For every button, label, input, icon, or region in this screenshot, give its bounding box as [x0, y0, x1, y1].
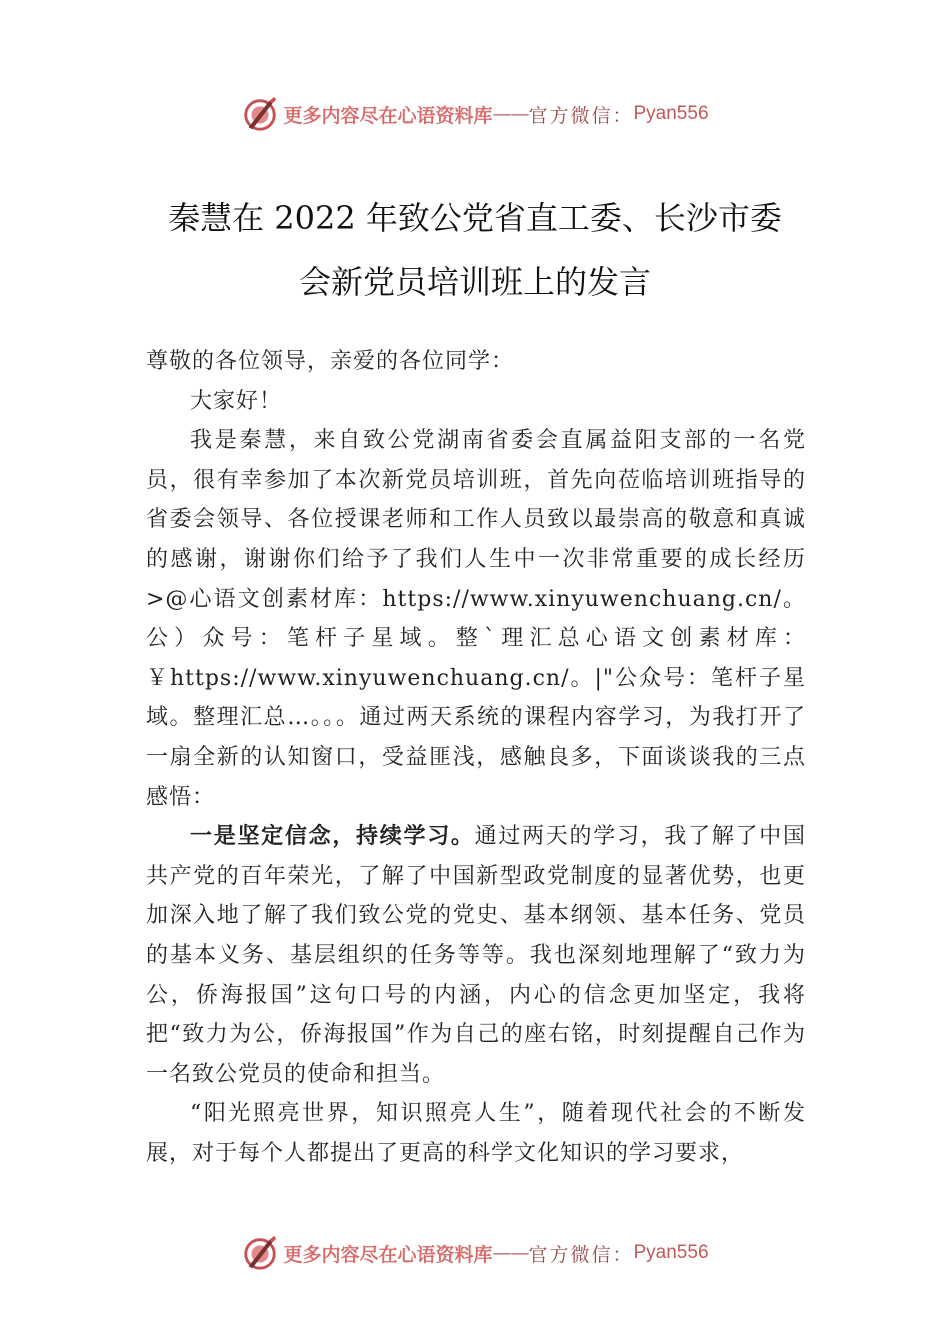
banner-wechat-label: 官方微信： — [528, 1243, 634, 1266]
banner-wechat-id: Pyan556 — [633, 1242, 709, 1263]
pen-seal-logo-icon — [241, 1234, 279, 1272]
banner-wechat-label: 官方微信： — [528, 104, 634, 127]
banner-dash: —— — [492, 103, 529, 125]
document-body — [146, 342, 806, 1173]
pen-seal-logo-icon — [241, 95, 279, 133]
greeting: 大家好！ — [190, 388, 283, 414]
point-one-heading: 一是坚定信念，持续学习。 — [190, 823, 475, 850]
banner-wechat-id: Pyan556 — [633, 103, 709, 124]
title-line-2: 会新党员培训班上的发言 — [298, 263, 651, 301]
banner-library-text: 更多内容尽在心语资料库 — [283, 1243, 493, 1266]
paragraph-quote: “阳光照亮世界，知识照亮人生”，随着现代社会的不断发展，对于每个人都提出了更高的科学文化知识的学习要求， — [146, 1101, 806, 1166]
paragraph-intro: 我是秦慧，来自致公党湖南省委会直属益阳支部的一名党员，很有幸参加了本次新党员培训班，首先向莅临培训班指导的省委会领导、各位授课老师和工作人员致以最崇高的敬意和真诚的感谢，谢谢你们给予了我们人生中一次非常重要的成长经历>@心语文创素材库：https://www.xinyuwenchuang.cn/。公）众号：笔杆子星域。整`理汇总心语文创素材库：￥https://www.xinyuwenchuang.cn/。|"公众号：笔杆子星域。整理汇总…。。。通过两天系统的课程内容学习，为我打开了一扇全新的认知窗口，受益匪浅，感触良多，下面谈谈我的三点感悟： — [146, 428, 806, 810]
point-one-text: 通过两天的学习，我了解了中国共产党的百年荣光，了解了中国新型政党制度的显著优势，也更加深入地了解了我们致公党的党史、基本纲领、基本任务、党员的基本义务、基层组织的任务等等。我也深刻地理解了“致力为公，侨海报国”这句口号的内涵，内心的信念更加坚定，我将把“致力为公，侨海报国”作为自己的座右铭，时刻提醒自己作为一名致公党员的使命和担当。 — [146, 824, 806, 1087]
footer-banner — [0, 1233, 950, 1273]
header-banner — [0, 94, 950, 134]
banner-library-text: 更多内容尽在心语资料库 — [283, 104, 493, 127]
paragraph-point-one — [146, 817, 806, 1094]
banner-dash: —— — [492, 1242, 529, 1264]
salutation: 尊敬的各位领导，亲爱的各位同学： — [146, 349, 515, 374]
document-title — [120, 186, 830, 314]
title-line-1: 秦慧在 2022 年致公党省直工委、长沙市委 — [168, 199, 782, 237]
